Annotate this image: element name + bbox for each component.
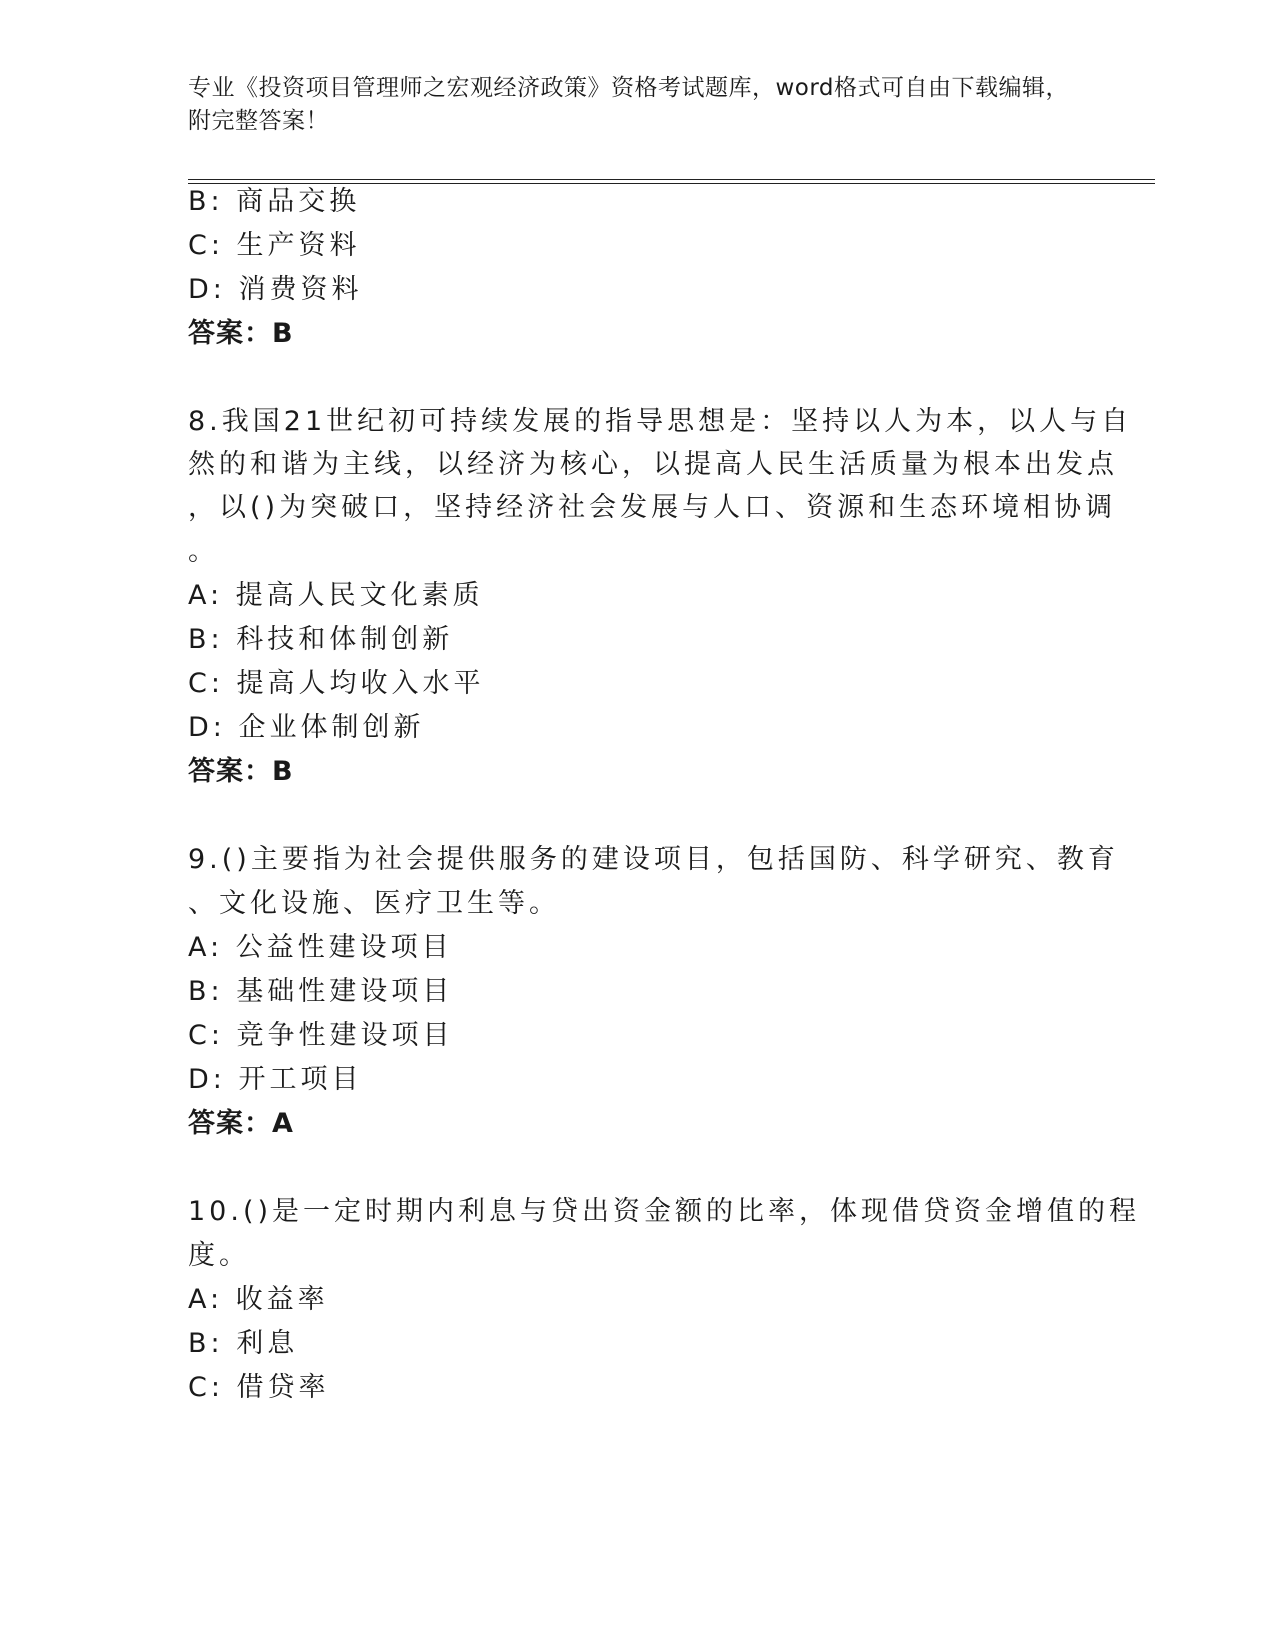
q8-option-d: D: 企业体制创新	[188, 712, 425, 743]
q8-stem-line: 8.我国21世纪初可持续发展的指导思想是：坚持以人为本，以人与自	[188, 406, 1133, 437]
q10-option-c: C: 借贷率	[188, 1372, 330, 1403]
q7-option-d: D: 消费资料	[188, 274, 363, 305]
q10-option-b: B: 利息	[188, 1328, 299, 1359]
document-header: 专业《投资项目管理师之宏观经济政策》资格考试题库，word格式可自由下载编辑，附完整答案！	[188, 75, 1070, 134]
q8-stem-line: 然的和谐为主线，以经济为核心，以提高人民生活质量为根本出发点	[188, 449, 1118, 480]
q10-option-a: A: 收益率	[188, 1284, 329, 1315]
q9-stem-line: 9.()主要指为社会提供服务的建设项目，包括国防、科学研究、教育	[188, 844, 1119, 875]
q7-option-b: B: 商品交换	[188, 186, 361, 217]
q10-stem-line: 10.()是一定时期内利息与贷出资金额的比率，体现借贷资金增值的程	[188, 1196, 1141, 1227]
q9-option-b: B: 基础性建设项目	[188, 976, 454, 1007]
q9-option-d: D: 开工项目	[188, 1064, 363, 1095]
q9-option-a: A: 公益性建设项目	[188, 932, 453, 963]
q9-option-c: C: 竞争性建设项目	[188, 1020, 454, 1051]
q8-stem-line: 。	[188, 536, 219, 567]
q8-answer: 答案：B	[188, 756, 294, 787]
q9-stem-line: 、文化设施、医疗卫生等。	[188, 888, 560, 919]
q8-stem-line: ，以()为突破口，坚持经济社会发展与人口、资源和生态环境相协调	[188, 492, 1117, 523]
q7-answer: 答案：B	[188, 318, 294, 349]
q8-option-a: A: 提高人民文化素质	[188, 580, 484, 611]
q10-stem-line: 度。	[188, 1240, 250, 1271]
q9-answer: 答案：A	[188, 1108, 294, 1139]
q8-option-c: C: 提高人均收入水平	[188, 668, 485, 699]
q7-option-c: C: 生产资料	[188, 230, 361, 261]
q8-option-b: B: 科技和体制创新	[188, 624, 454, 655]
